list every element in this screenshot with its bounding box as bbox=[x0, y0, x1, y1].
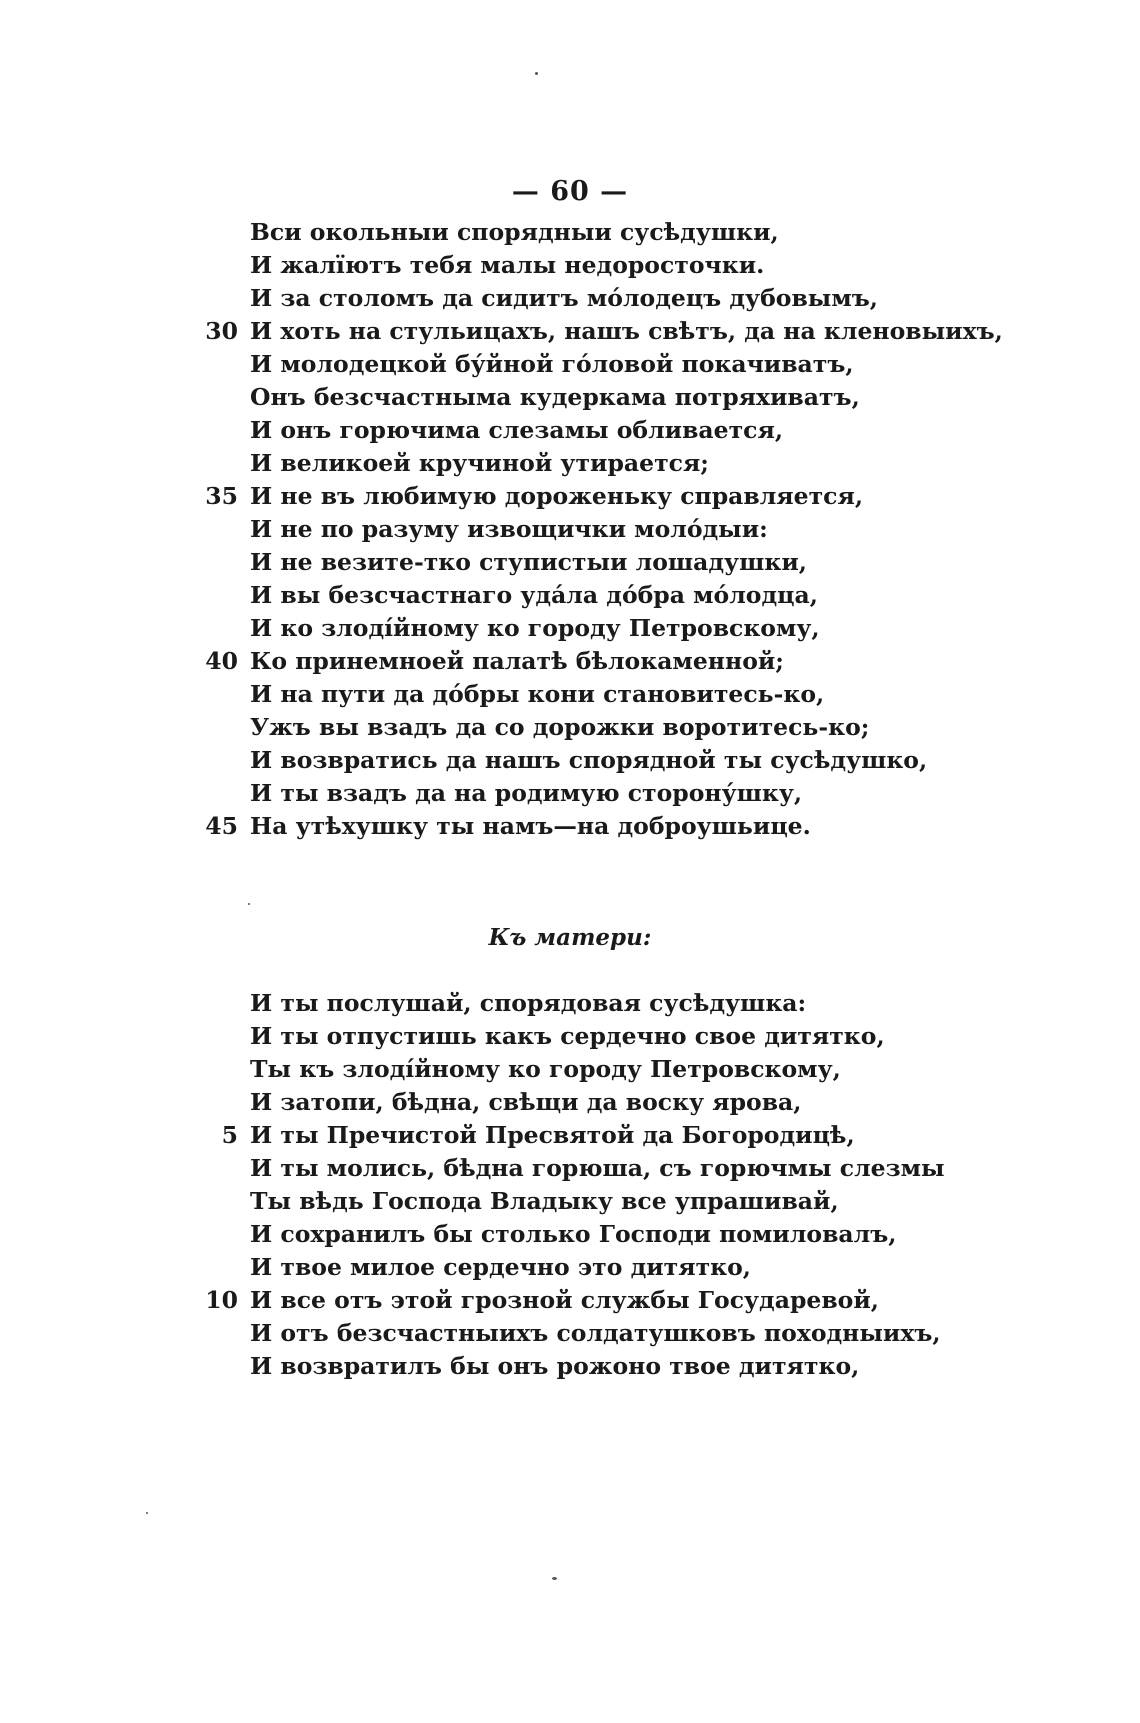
verse-line bbox=[200, 447, 1100, 480]
verse-text: И все отъ этой грозной службы Государевой, bbox=[250, 1286, 879, 1314]
verse-line bbox=[200, 1284, 1100, 1317]
verse-text: И не везите-тко ступистыи лошадушки, bbox=[250, 548, 807, 576]
verse-line bbox=[200, 282, 1100, 315]
verse-text: И не въ любимую дороженьку справляется, bbox=[250, 482, 864, 510]
line-number: 40 bbox=[205, 647, 238, 675]
verse-line bbox=[200, 579, 1100, 612]
verse-text: И затопи, бѣдна, свѣщи да воску ярова, bbox=[250, 1088, 802, 1116]
line-number: 35 bbox=[205, 482, 238, 510]
verse-line bbox=[200, 987, 1100, 1020]
verse-block-2 bbox=[200, 987, 1100, 1383]
verse-line bbox=[200, 249, 1100, 282]
verse-line bbox=[200, 480, 1100, 513]
verse-text: И сохранилъ бы столько Господи помиловалъ, bbox=[250, 1220, 897, 1248]
verse-text: И отъ безсчастныихъ солдатушковъ походныихъ, bbox=[250, 1319, 941, 1347]
page-number: — 60 — bbox=[511, 176, 629, 207]
verse-line bbox=[200, 1317, 1100, 1350]
verse-text: Ужъ вы взадъ да со дорожки воротитесь-ко; bbox=[250, 713, 870, 741]
verse-line bbox=[200, 315, 1100, 348]
verse-line bbox=[200, 1053, 1100, 1086]
verse-text: И молодецкой бу́йной го́ловой покачиватъ, bbox=[250, 350, 854, 378]
scan-speck bbox=[248, 903, 250, 905]
verse-text: И возвратилъ бы онъ рожоно твое дитятко, bbox=[250, 1352, 860, 1380]
verse-line bbox=[200, 348, 1100, 381]
verse-block-1 bbox=[200, 216, 1100, 843]
verse-text: И ко злодíйному ко городу Петровскому, bbox=[250, 614, 820, 642]
verse-text: Ты къ злодíйному ко городу Петровскому, bbox=[250, 1055, 841, 1083]
scan-speck bbox=[552, 1577, 557, 1580]
verse-text: И не по разуму извощички молóдыи: bbox=[250, 515, 768, 543]
section-heading: Къ матери: bbox=[488, 924, 652, 951]
verse-line bbox=[200, 1251, 1100, 1284]
verse-line bbox=[200, 414, 1100, 447]
verse-text: Ко принемноей палатѣ бѣлокаменной; bbox=[250, 647, 784, 675]
verse-text: И ты послушай, спорядовая сусѣдушка: bbox=[250, 989, 807, 1017]
verse-text: И возвратись да нашъ спорядной ты сусѣдушко, bbox=[250, 746, 928, 774]
verse-text: И ты отпустишь какъ сердечно свое дитятко, bbox=[250, 1022, 885, 1050]
verse-line bbox=[200, 1020, 1100, 1053]
verse-line bbox=[200, 1185, 1100, 1218]
verse-text: Онъ безсчастныма кудеркама потряхиватъ, bbox=[250, 383, 860, 411]
verse-text: И за столомъ да сидитъ мо́лодецъ дубовымъ, bbox=[250, 284, 878, 312]
verse-text: И великоей кручиной утирается; bbox=[250, 449, 709, 477]
verse-line bbox=[200, 381, 1100, 414]
verse-line bbox=[200, 1218, 1100, 1251]
verse-text: И ты взадъ да на родимую сторону́шку, bbox=[250, 779, 803, 807]
verse-line bbox=[200, 1119, 1100, 1152]
verse-text: И хоть на стульицахъ, нашъ свѣтъ, да на кленовыихъ, bbox=[250, 317, 1003, 345]
verse-line bbox=[200, 645, 1100, 678]
verse-line bbox=[200, 678, 1100, 711]
verse-line bbox=[200, 1350, 1100, 1383]
verse-line bbox=[200, 513, 1100, 546]
scan-speck bbox=[146, 1512, 148, 1514]
verse-text: На утѣхушку ты намъ—на доброушьице. bbox=[250, 812, 811, 840]
verse-line bbox=[200, 612, 1100, 645]
scan-speck bbox=[535, 72, 538, 75]
line-number: 45 bbox=[205, 812, 238, 840]
line-number: 5 bbox=[221, 1121, 238, 1149]
verse-line bbox=[200, 546, 1100, 579]
verse-text: И твое милое сердечно это дитятко, bbox=[250, 1253, 751, 1281]
verse-text: И онъ горючима слезамы обливается, bbox=[250, 416, 783, 444]
verse-line bbox=[200, 1086, 1100, 1119]
verse-line bbox=[200, 711, 1100, 744]
line-number: 30 bbox=[205, 317, 238, 345]
verse-line bbox=[200, 1152, 1100, 1185]
verse-line bbox=[200, 777, 1100, 810]
verse-line bbox=[200, 216, 1100, 249]
verse-text: И ты Пречистой Пресвятой да Богородицѣ, bbox=[250, 1121, 855, 1149]
verse-line bbox=[200, 744, 1100, 777]
verse-text: И жалïютъ тебя малы недоросточки. bbox=[250, 251, 765, 279]
verse-text: Вси окольныи спорядныи сусѣдушки, bbox=[250, 218, 779, 246]
verse-text: И на пути да дóбры кони становитесь-ко, bbox=[250, 680, 825, 708]
verse-line bbox=[200, 810, 1100, 843]
verse-text: Ты вѣдь Господа Владыку все упрашивай, bbox=[250, 1187, 839, 1215]
line-number: 10 bbox=[205, 1286, 238, 1314]
verse-text: И вы безсчастнаго удáла дóбра мо́лодца, bbox=[250, 581, 818, 609]
verse-text: И ты молись, бѣдна горюша, съ горючмы слезмы bbox=[250, 1154, 945, 1182]
